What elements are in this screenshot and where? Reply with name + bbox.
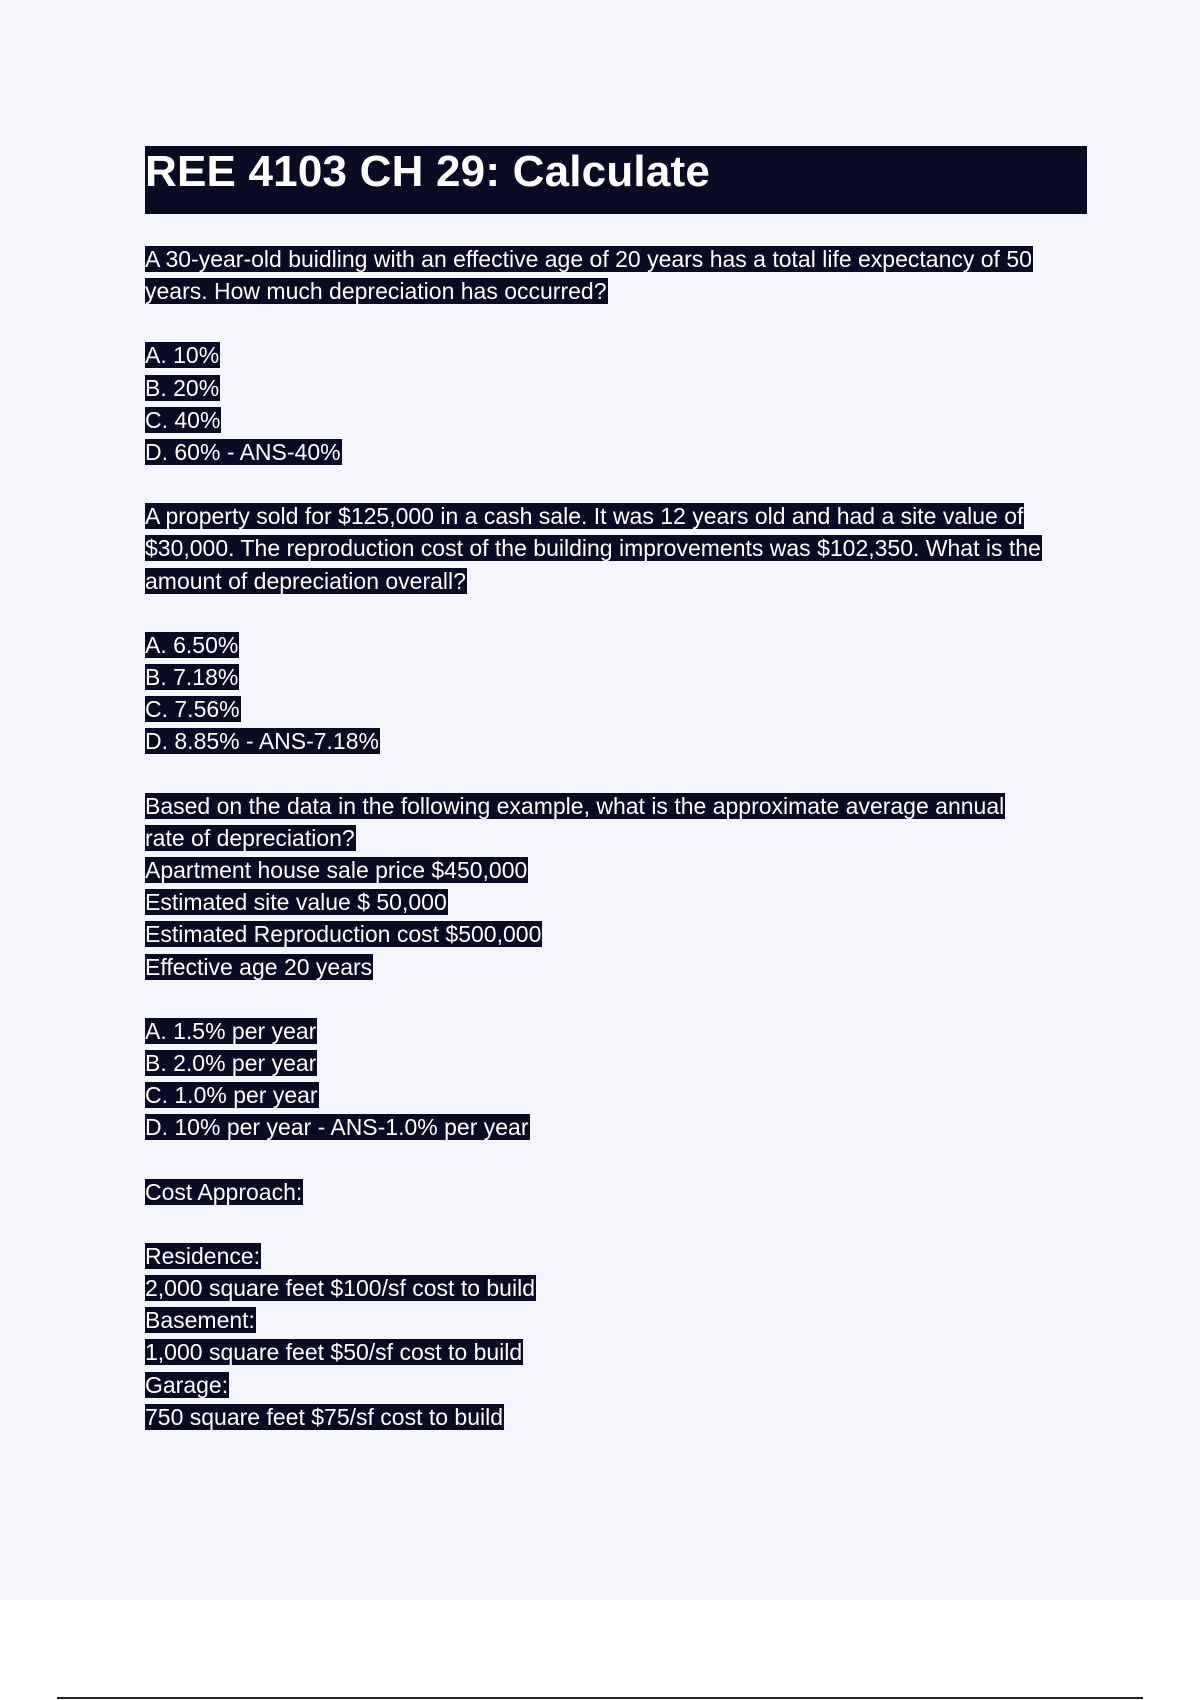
document-content xyxy=(145,146,1087,1433)
question-2-options xyxy=(145,629,1087,758)
question-1-line-2: years. How much depreciation has occurred? xyxy=(145,278,607,305)
question-3-line-1: Based on the data in the following example, what is the approximate average annual xyxy=(145,792,1005,819)
basement-detail: 1,000 square feet $50/sf cost to build xyxy=(145,1339,523,1366)
option-b: B. 20% xyxy=(145,374,220,401)
title-bar xyxy=(145,146,1087,214)
question-1-options xyxy=(145,339,1087,468)
document-title: REE 4103 CH 29: Calculate xyxy=(145,147,711,196)
cost-approach-details xyxy=(145,1240,1087,1433)
option-d-answer: D. 60% - ANS-40% xyxy=(145,439,341,466)
garage-label: Garage: xyxy=(145,1371,229,1398)
option-a: A. 6.50% xyxy=(145,631,239,658)
garage-detail: 750 square feet $75/sf cost to build xyxy=(145,1403,504,1430)
question-1-line-1: A 30-year-old buidling with an effective age of 20 years has a total life expectancy of 50 xyxy=(145,246,1032,272)
cost-approach-heading-block xyxy=(145,1176,1087,1208)
question-3 xyxy=(145,790,1087,983)
data-line-sale-price: Apartment house sale price $450,000 xyxy=(145,857,528,884)
data-line-effective-age: Effective age 20 years xyxy=(145,953,373,980)
option-c: C. 40% xyxy=(145,406,221,433)
question-2-line-1: A property sold for $125,000 in a cash sale. It was 12 years old and had a site value of xyxy=(145,503,1024,530)
question-2-line-3: amount of depreciation overall? xyxy=(145,567,466,594)
option-a: A. 1.5% per year xyxy=(145,1017,317,1044)
data-line-site-value: Estimated site value $ 50,000 xyxy=(145,889,447,916)
option-d-answer: D. 8.85% - ANS-7.18% xyxy=(145,728,379,755)
option-b: B. 7.18% xyxy=(145,664,239,691)
question-1 xyxy=(145,243,1087,307)
question-2-line-2: $30,000. The reproduction cost of the building improvements was $102,350. What is the xyxy=(145,535,1041,562)
basement-label: Basement: xyxy=(145,1307,255,1334)
option-c: C. 7.56% xyxy=(145,696,240,723)
option-a: A. 10% xyxy=(145,342,220,369)
cost-approach-heading: Cost Approach: xyxy=(145,1178,303,1205)
footer-divider xyxy=(57,1697,1143,1699)
option-d-answer: D. 10% per year - ANS-1.0% per year xyxy=(145,1114,529,1141)
option-c: C. 1.0% per year xyxy=(145,1082,318,1109)
residence-detail: 2,000 square feet $100/sf cost to build xyxy=(145,1275,535,1302)
residence-label: Residence: xyxy=(145,1242,261,1269)
question-3-options xyxy=(145,1015,1087,1144)
option-b: B. 2.0% per year xyxy=(145,1050,317,1077)
question-2 xyxy=(145,500,1087,597)
data-line-reproduction-cost: Estimated Reproduction cost $500,000 xyxy=(145,921,542,948)
question-3-line-2: rate of depreciation? xyxy=(145,824,355,851)
